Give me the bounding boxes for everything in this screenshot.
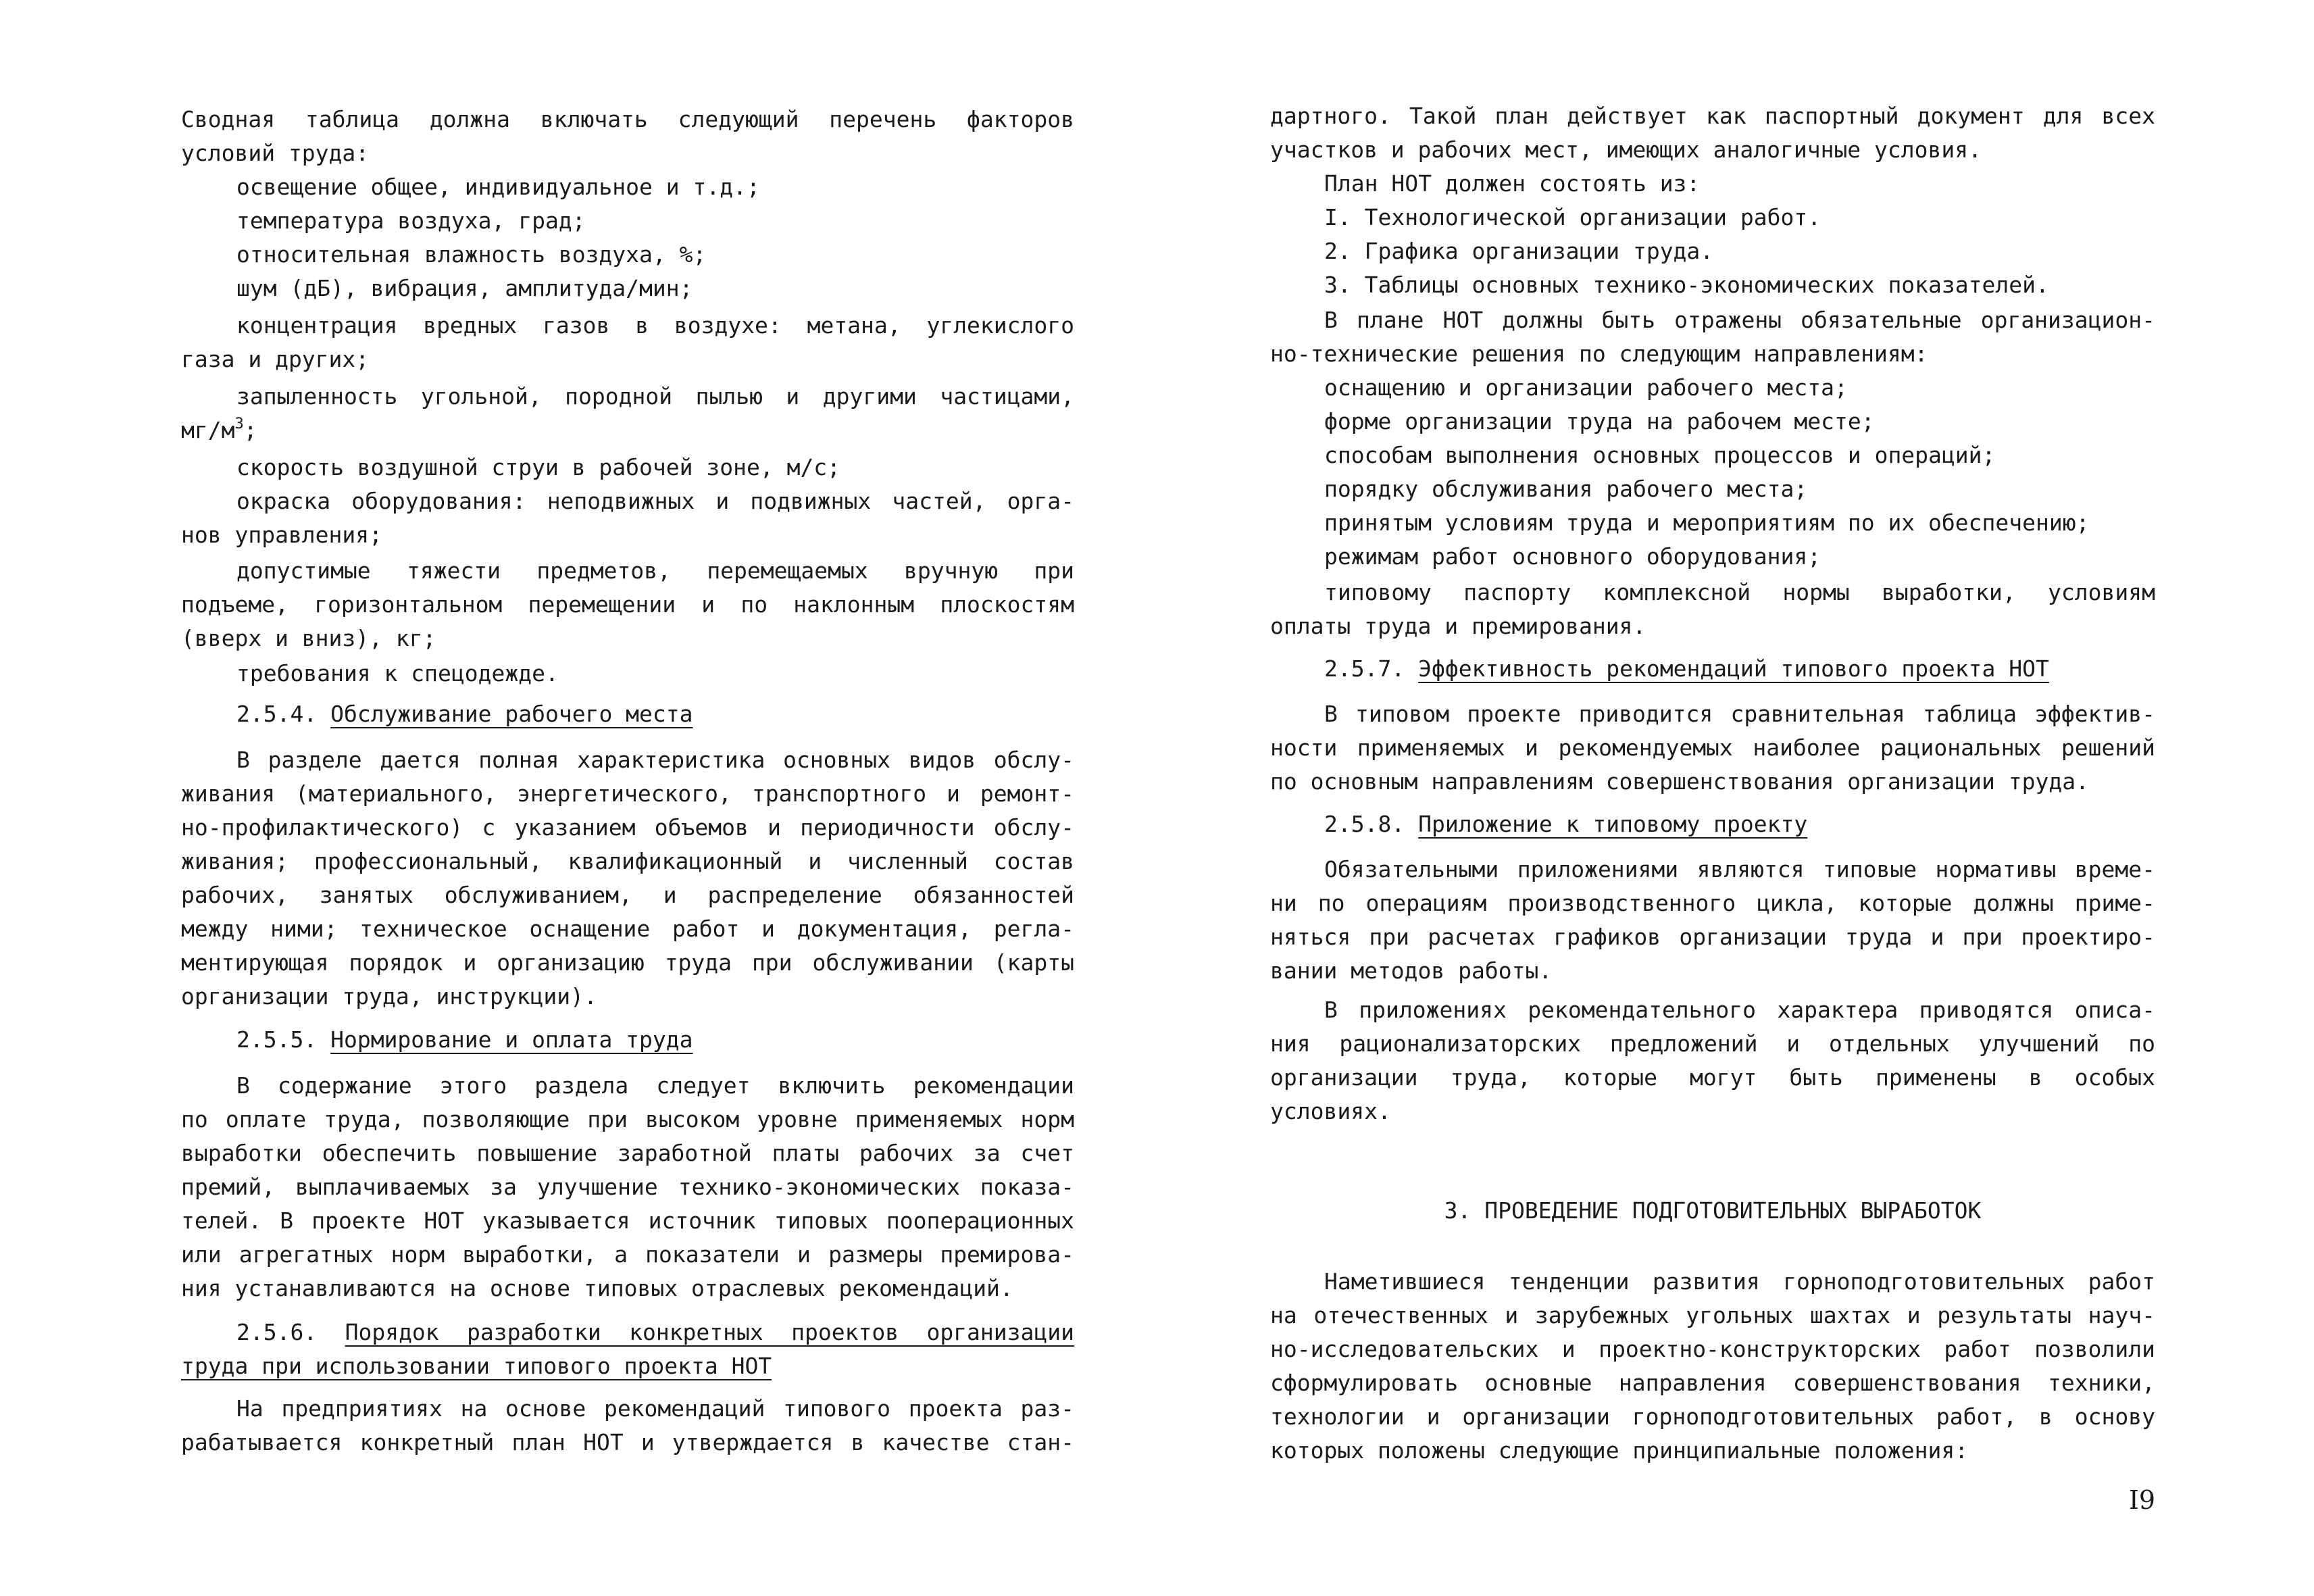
paragraph-line: но-профилактического) с указанием объемов и периодичности обслу- (181, 814, 1074, 841)
paragraph-line: организации труда, которые могут быть применены в особых (1270, 1064, 2155, 1091)
paragraph-line: между ними; техническое оснащение работ и документация, регла- (181, 916, 1074, 942)
factor-item: нов управления; (181, 522, 383, 548)
right-page (1270, 0, 2155, 1596)
section-heading-2-5-8 (1324, 813, 1807, 835)
paragraph-line: но-исследовательских и проектно-конструкторских работ позволили (1270, 1336, 2155, 1362)
paragraph-line: ния устанавливаются на основе типовых отраслевых рекомендаций. (181, 1275, 1013, 1301)
direction-item: типовому паспорту комплексной нормы выработки, условиям (1324, 579, 2155, 605)
factor-item: освещение общее, индивидуальное и т.д.; (236, 174, 760, 200)
section-number: 2.5.5. (236, 1026, 318, 1053)
factor-item: шум (дБ), вибрация, амплитуда/мин; (236, 275, 693, 301)
section-title: Порядок разработки конкретных проектов организации (345, 1319, 1074, 1345)
factor-item: подъеме, горизонтальном перемещении и по наклонным плоскостям (181, 591, 1074, 618)
factor-item: окраска оборудования: неподвижных и подвижных частей, орга- (236, 488, 1074, 514)
paragraph-line: вании методов работы. (1270, 957, 1553, 984)
direction-item: режимам работ основного оборудования; (1324, 543, 1821, 570)
paragraph-line: выработки обеспечить повышение заработной платы рабочих за счет (181, 1140, 1074, 1166)
paragraph-line: В приложениях рекомендательного характера приводятся описа- (1324, 997, 2155, 1023)
paragraph-line: но-технические решения по следующим направлениям: (1270, 341, 1928, 367)
plan-item: I. Технологической организации работ. (1324, 204, 1821, 230)
factor-item: (вверх и вниз), кг; (181, 625, 436, 651)
factor-item: запыленность угольной, породной пылью и другими частицами, (236, 383, 1074, 409)
section-heading-2-5-7 (1324, 657, 2049, 680)
paragraph-line: В типовом проекте приводится сравнительная таблица эффектив- (1324, 701, 2155, 727)
plan-item: 3. Таблицы основных технико-экономических показателей. (1324, 272, 2049, 298)
section-title: Приложение к типовому проекту (1418, 811, 1808, 837)
unit-mg-m: мг/м (181, 417, 235, 443)
paragraph-line: условиях. (1270, 1098, 1391, 1124)
section-heading-2-5-4 (236, 703, 693, 725)
plan-item: 2. Графика организации труда. (1324, 238, 1714, 264)
paragraph-line: В разделе дается полная характеристика основных видов обслу- (236, 747, 1074, 773)
direction-item: порядку обслуживания рабочего места; (1324, 476, 1808, 502)
plan-intro: План НОТ должен состоять из: (1324, 170, 1701, 197)
paragraph-line: ни по операциям производственного цикла, которые должны приме- (1270, 890, 2155, 916)
section-heading-2-5-6 (236, 1321, 1074, 1343)
paragraph-line: которых положены следующие принципиальные положения: (1270, 1437, 1969, 1464)
paragraph-line: ния рационализаторских предложений и отдельных улучшений по (1270, 1030, 2155, 1057)
paragraph-line: рабочих, занятых обслуживанием, и распределение обязанностей (181, 882, 1074, 908)
continued-line: участков и рабочих мест, имеющих аналогичные условия. (1270, 136, 1982, 163)
paragraph-line: по основным направлениям совершенствования организации труда. (1270, 768, 2089, 795)
section-heading-2-5-5 (236, 1028, 693, 1051)
paragraph-line: ментирующая порядок и организацию труда при обслуживании (карты (181, 949, 1074, 976)
superscript-3: 3 (234, 416, 244, 432)
paragraph-line: премий, выплачиваемых за улучшение технико-экономических показа- (181, 1174, 1074, 1200)
section-number: 2.5.8. (1324, 811, 1405, 837)
paragraph-line: телей. В проекте НОТ указывается источник типовых пооперационных (181, 1207, 1074, 1234)
section-title: Эффективность рекомендаций типового проекта НОТ (1418, 655, 2049, 682)
factor-item: скорость воздушной струи в рабочей зоне, м/с; (236, 454, 841, 480)
direction-item: принятым условиям труда и мероприятиям по их обеспечению; (1324, 509, 2090, 536)
direction-item: оснащению и организации рабочего места; (1324, 374, 1848, 401)
factor-item: допустимые тяжести предметов, перемещаемых вручную при (236, 557, 1074, 584)
paragraph-line: няться при расчетах графиков организации труда и при проектиро- (1270, 924, 2155, 950)
factor-item: концентрация вредных газов в воздухе: метана, углекислого (236, 312, 1074, 339)
paragraph-line: сформулировать основные направления совершенствования техники, (1270, 1370, 2155, 1396)
paragraph-line: В плане НОТ должны быть отражены обязательные организацион- (1324, 307, 2155, 333)
section-title-continued: труда при использовании типового проекта НОТ (181, 1353, 772, 1379)
factor-item: $мг/м^3$; (181, 416, 257, 443)
paragraph-line: технологии и организации горноподготовительных работ, в основу (1270, 1403, 2155, 1430)
paragraph-line: На предприятиях на основе рекомендаций типового проекта раз- (236, 1395, 1074, 1422)
intro-line-2: условий труда: (181, 140, 370, 166)
paragraph-line: по оплате труда, позволяющие при высоком уровне применяемых норм (181, 1106, 1074, 1132)
continued-line: дартного. Такой план действует как паспортный документ для всех (1270, 103, 2155, 129)
paragraph-line: рабатывается конкретный план НОТ и утверждается в качестве стан- (181, 1429, 1074, 1455)
section-title: Нормирование и оплата труда (330, 1026, 693, 1053)
section-number: 2.5.6. (236, 1319, 318, 1345)
paragraph-line: ности применяемых и рекомендуемых наиболее рациональных решений (1270, 734, 2155, 761)
paragraph-line: В содержание этого раздела следует включить рекомендации (236, 1072, 1074, 1099)
direction-item: форме организации труда на рабочем месте; (1324, 408, 1875, 434)
direction-item: оплаты труда и премирования. (1270, 613, 1646, 639)
paragraph-line: Наметившиеся тенденции развития горноподготовительных работ (1324, 1268, 2155, 1295)
factor-item: газа и других; (181, 346, 370, 372)
paragraph-line: или агрегатных норм выработки, а показатели и размеры премирова- (181, 1241, 1074, 1268)
left-page (181, 0, 1074, 1596)
intro-line-1: Сводная таблица должна включать следующий перечень факторов (181, 106, 1074, 132)
paragraph-line: на отечественных и зарубежных угольных шахтах и результаты науч- (1270, 1302, 2155, 1328)
paragraph-line: организации труда, инструкции). (181, 983, 597, 1009)
paragraph-line: живания (материального, энергетического, транспортного и ремонт- (181, 780, 1074, 807)
direction-item: способам выполнения основных процессов и операций; (1324, 442, 1996, 468)
section-title: Обслуживание рабочего места (330, 701, 693, 727)
paragraph-line: Обязательными приложениями являются типовые нормативы време- (1324, 856, 2155, 882)
page-number: I9 (2128, 1485, 2155, 1515)
paragraph-line: живания; профессиональный, квалификационный и численный состав (181, 848, 1074, 874)
chapter-title: 3. ПРОВЕДЕНИЕ ПОДГОТОВИТЕЛЬНЫХ ВЫРАБОТОК (1444, 1197, 1982, 1224)
section-number: 2.5.7. (1324, 655, 1405, 682)
factor-item: температура воздуха, град; (236, 207, 586, 234)
section-number: 2.5.4. (236, 701, 318, 727)
factor-item: относительная влажность воздуха, %; (236, 241, 707, 268)
factor-item: требования к спецодежде. (236, 660, 559, 687)
